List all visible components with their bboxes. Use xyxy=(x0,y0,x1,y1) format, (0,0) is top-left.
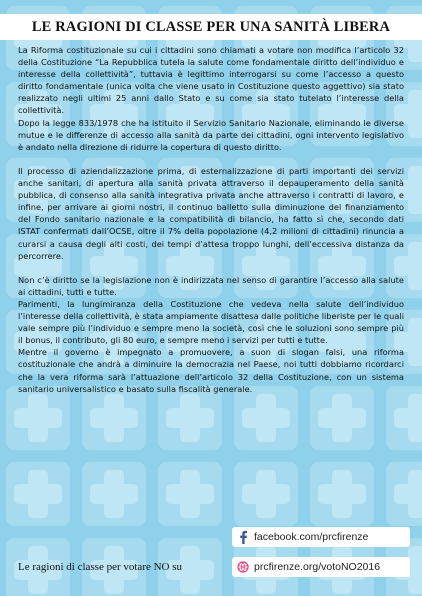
paragraph: Il processo di aziendalizzazione prima, di esternalizzazione di parti importanti dei servizi anche sanitari, di apertura alla sanità privata attraverso il depauperamento della sanità pubblica, di consenso alla sanità integrativa privata anche attraverso i contratti di lavoro, e infine, per arrivare ai giorni nostri, il continuo balletto sulla diminuzione del finanziamento del Fondo sanitario nazionale e la compatibilità di bilancio, ha fatto sì che, secondo dati ISTAT confermati dall’OCSE, oltre il 7% della popolazione (4,2 milioni di cittadini) rinuncia a curarsi a causa degli alti costi, dei tempi d’attesa troppo lunghi, dell’eccessiva distanza da percorrere. xyxy=(18,165,404,261)
paragraph: Non c’è diritto se la legislazione non è indirizzata nel senso di garantire l’accesso alla salute ai cittadini, tutti e tutte. xyxy=(18,274,404,297)
paragraph: Parimenti, la lungimiranza della Costituzione che vedeva nella salute dell’individuo l’interesse della collettività, è stata ampiamente disattesa dalle politiche liberiste per le quali vale sempre più l’individuo e sempre meno la società, così che le soluzioni sono sempre più il bonus, il contributo, gli 80 euro, e sempre meno i servizi per tutti e tutte. xyxy=(18,298,404,346)
globe-icon xyxy=(232,561,254,573)
facebook-link[interactable] xyxy=(232,527,410,547)
paragraph: Mentre il governo è impegnato a promuovere, a suon di slogan falsi, una riforma costituzionale che andrà a diminuire la democrazia nel Paese, noi tutti dobbiamo ricordarci che la vera riforma sarà l’attuazione dell’articolo 32 della Costituzione, con un sistema sanitario universalistico e basato sulla fiscalità generale. xyxy=(18,347,404,394)
paragraph: La Riforma costituzionale su cui i cittadini sono chiamati a votare non modifica l’articolo 32 della Costituzione “La Repubblica tutela la salute come fondamentale diritto dell’individuo e interesse della collettività”, tuttavia è legittimo interrogarsi su come l’accesso a questo diritto fondamentale (unica volta che viene usato in Costituzione questo aggettivo) sia stato realizzato negli ultimi 25 anni dallo Stato e su come sia stato tutelato l’interesse della collettività. xyxy=(18,45,404,116)
facebook-link-text: facebook.com/prcfirenze xyxy=(254,531,369,543)
title-banner xyxy=(0,14,422,40)
facebook-icon xyxy=(232,530,254,544)
website-link[interactable] xyxy=(232,557,410,577)
article-body xyxy=(18,44,404,395)
page-title: LE RAGIONI DI CLASSE PER UNA SANITÀ LIBERA xyxy=(31,18,391,35)
footer-tagline: Le ragioni di classe per votare NO su xyxy=(18,561,183,573)
website-link-text: prcfirenze.org/votoNO2016 xyxy=(254,561,381,573)
paragraph: Dopo la legge 833/1978 che ha istituito il Servizio Sanitario Nazionale, eliminando le diverse mutue e le differenze di accesso alla sanità da parte dei cittadini, ogni intervento legislativo è andato nella direzione di ridurre la copertura di questo diritto. xyxy=(18,117,404,152)
